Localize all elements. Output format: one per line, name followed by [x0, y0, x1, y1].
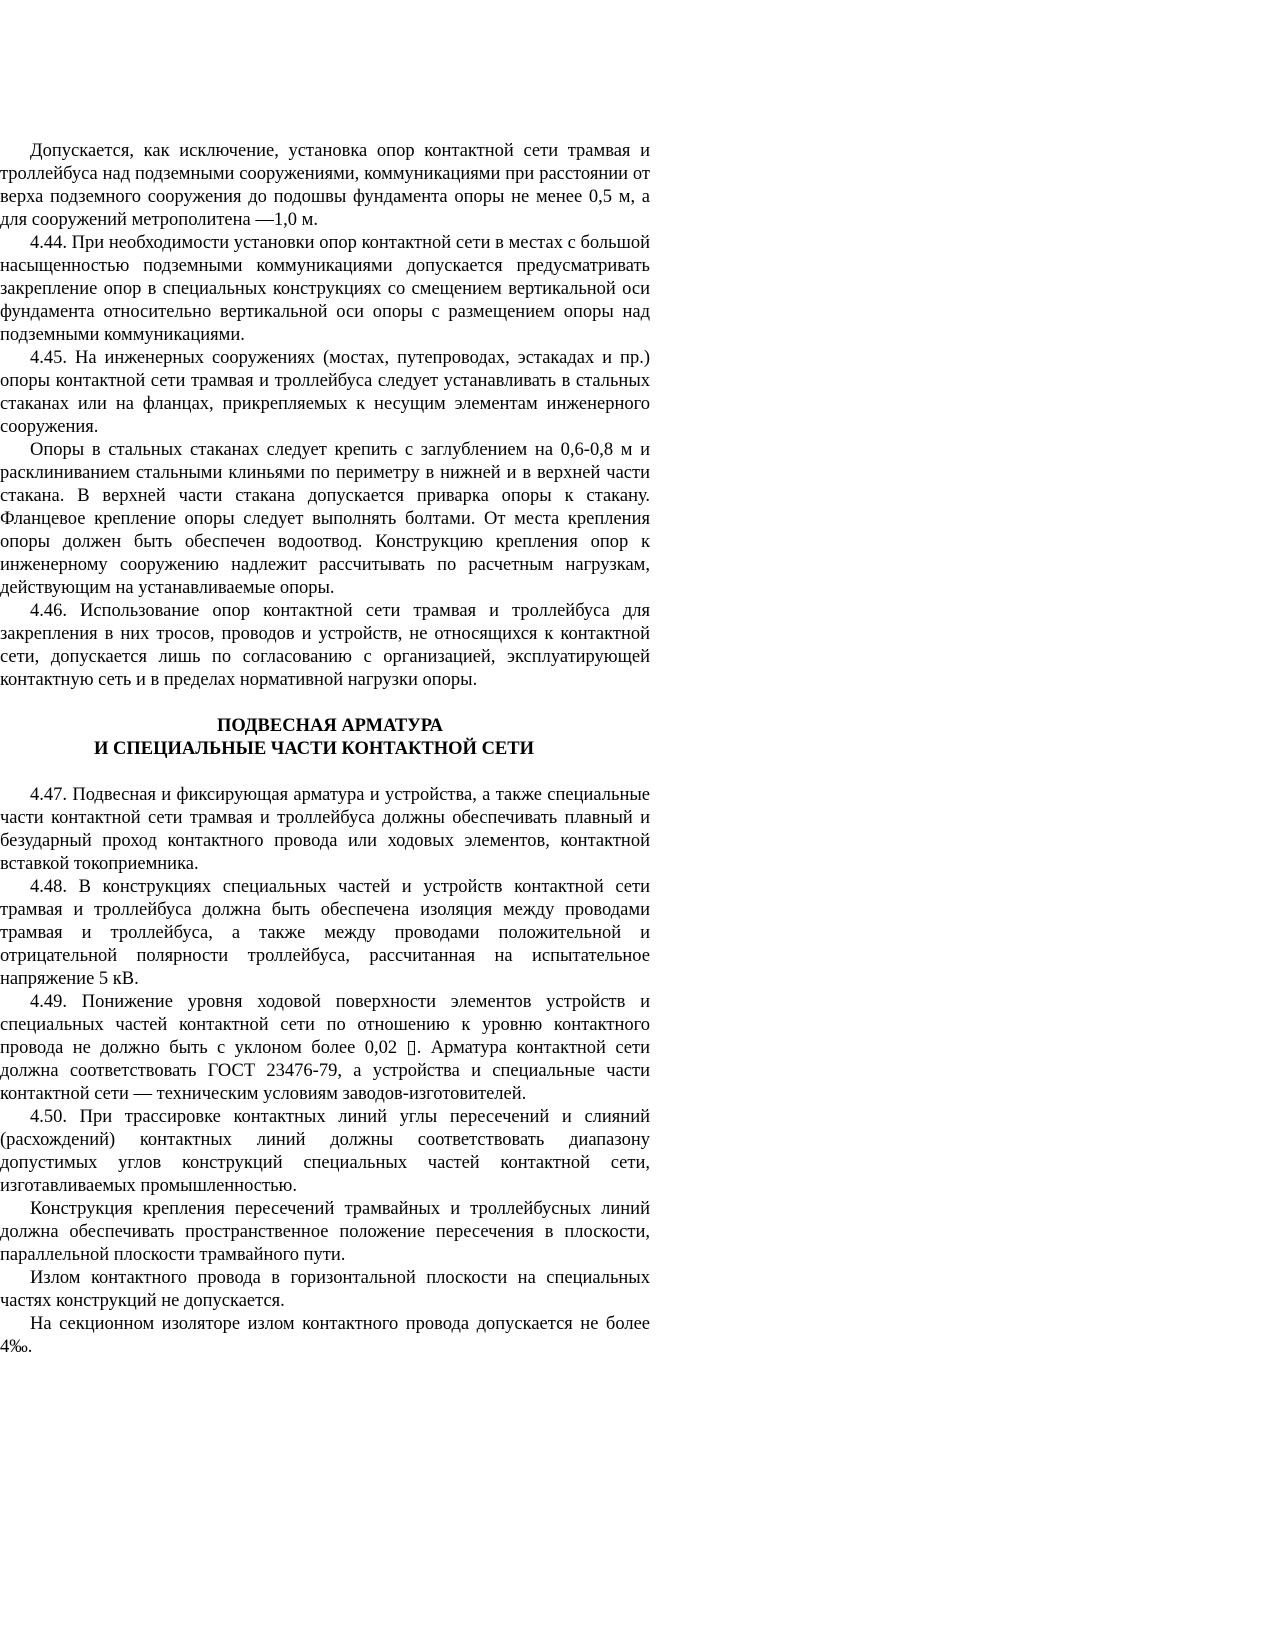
section-heading-line-2: И СПЕЦИАЛЬНЫЕ ЧАСТИ КОНТАКТНОЙ СЕТИ	[94, 739, 534, 759]
paragraph-4-48: 4.48. В конструкциях специальных частей и устройств контактной сети трамвая и троллейбуса должна быть обеспечена изоляция между проводами трамвая и троллейбуса, а также между проводами положительной и отрицательной полярности троллейбуса, рассчитанная на испытательное напряжение 5 кВ.	[0, 877, 650, 989]
paragraph-4-44: 4.44. При необходимости установки опор контактной сети в местах с большой насыщенностью подземными коммуникациями допускается предусматривать закрепление опор в специальных конструкциях со смещением вертикальной оси фундамента относительно вертикальной оси опоры с размещением опоры над подземными коммуникациями.	[0, 233, 650, 345]
paragraph-4-46: 4.46. Использование опор контактной сети трамвая и троллейбуса для закрепления в них тросов, проводов и устройств, не относящихся к контактной сети, допускается лишь по согласованию с организацией, эксплуатирующей контактную сеть и в пределах нормативной нагрузки опоры.	[0, 601, 650, 690]
section-heading-line-1: ПОДВЕСНАЯ АРМАТУРА	[216, 716, 444, 736]
paragraph-horizontal-bend: Излом контактного провода в горизонтальной плоскости на специальных частях конструкций не допускается.	[0, 1268, 650, 1311]
paragraph-4-49: 4.49. Понижение уровня ходовой поверхности элементов устройств и специальных частей контактной сети по отношению к уровню контактного провода не должно быть с уклоном более 0,02 ▯. Арматура контактной сети должна соответствовать ГОСТ 23476-79, а устройства и специальные части контактной сети — техническим условиям заводов-изготовителей.	[0, 992, 650, 1104]
paragraph-4-45: 4.45. На инженерных сооружениях (мостах, путепроводах, эстакадах и пр.) опоры контактной сети трамвая и троллейбуса следует устанавливать в стальных стаканах или на фланцах, прикрепляемых к несущим элементам инженерного сооружения.	[0, 348, 650, 437]
paragraph-4-50: 4.50. При трассировке контактных линий углы пересечений и слияний (расхождений) контактных линий должны соответствовать диапазону допустимых углов конструкций специальных частей контактной сети, изготавливаемых промышленностью.	[0, 1107, 650, 1196]
paragraph-steel-sockets: Опоры в стальных стаканах следует крепить с заглублением на 0,6-0,8 м и расклиниванием стальными клиньями по периметру в нижней и в верхней части стакана. В верхней части стакана допускается приварка опоры к стакану. Фланцевое крепление опоры следует выполнять болтами. От места крепления опоры должен быть обеспечен водоотвод. Конструкцию крепления опор к инженерному сооружению надлежит рассчитывать по расчетным нагрузкам, действующим на устанавливаемые опоры.	[0, 440, 650, 598]
paragraph-section-insulator: На секционном изоляторе излом контактного провода допускается не более 4‰.	[0, 1314, 650, 1357]
paragraph-4-47: 4.47. Подвесная и фиксирующая арматура и устройства, а также специальные части контактной сети трамвая и троллейбуса должны обеспечивать плавный и безударный проход контактного провода или ходовых элементов, контактной вставкой токоприемника.	[0, 785, 650, 874]
paragraph-exception-clause: Допускается, как исключение, установка опор контактной сети трамвая и троллейбуса над подземными сооружениями, коммуникациями при расстоянии от верха подземного сооружения до подошвы фундамента опоры не менее 0,5 м, а для сооружений метрополитена —1,0 м.	[0, 141, 650, 230]
document-page	[0, 140, 650, 1359]
section-heading	[0, 715, 650, 761]
paragraph-crossing-mount: Конструкция крепления пересечений трамвайных и троллейбусных линий должна обеспечивать пространственное положение пересечения в плоскости, параллельной плоскости трамвайного пути.	[0, 1199, 650, 1265]
